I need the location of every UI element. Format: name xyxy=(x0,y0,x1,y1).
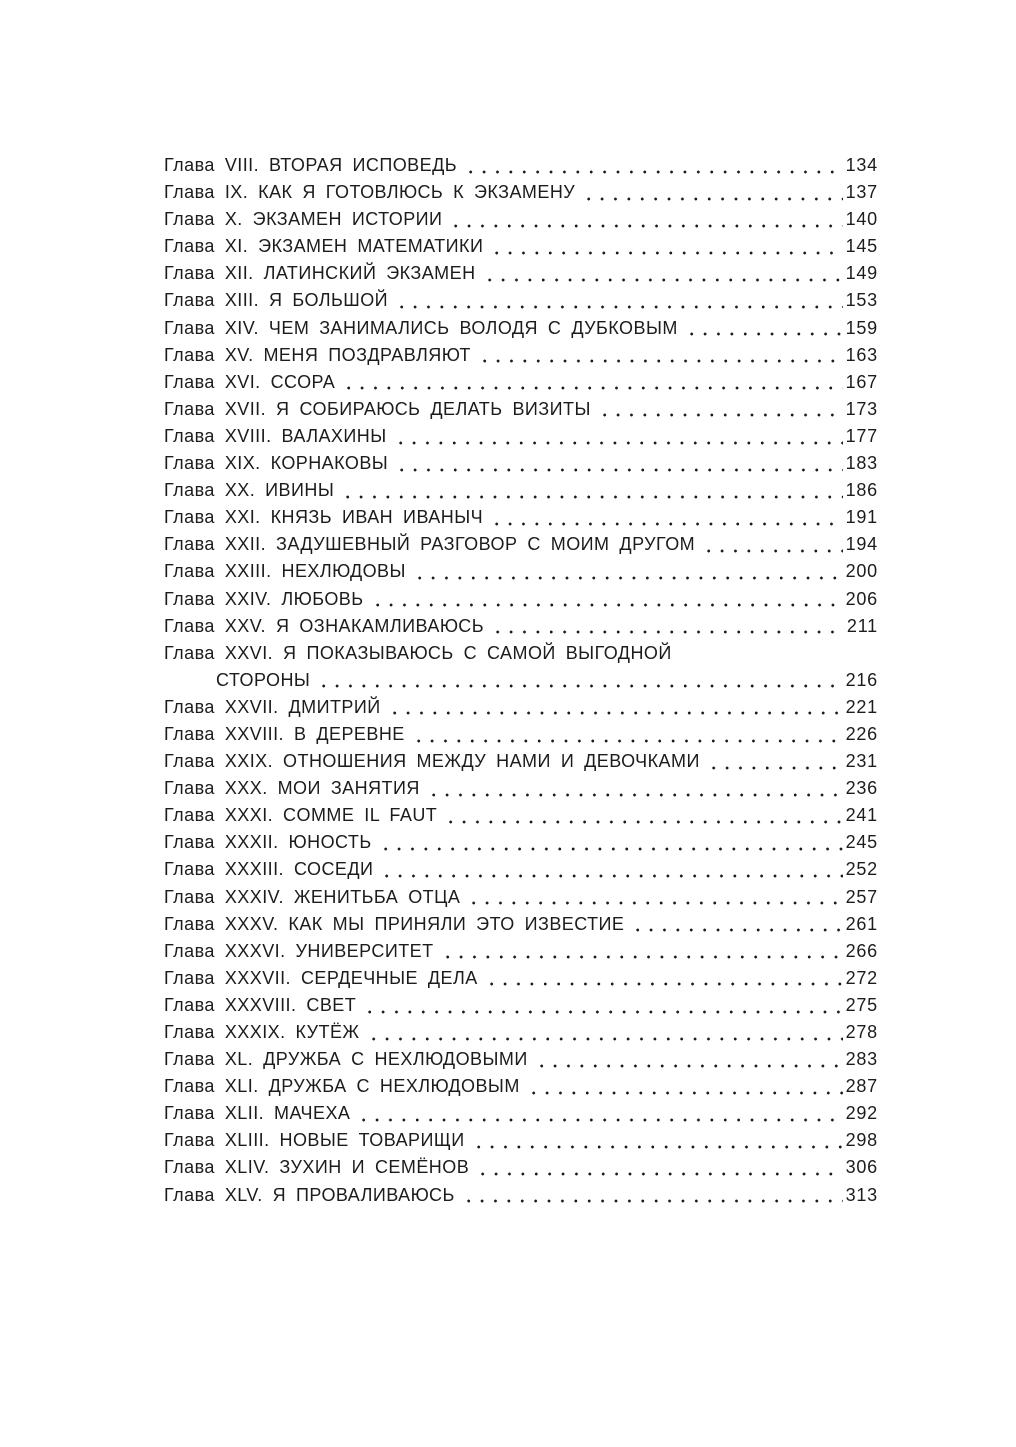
dot-leader xyxy=(317,667,842,694)
dot-leader xyxy=(485,965,843,992)
toc-entry-title-continuation: СТОРОНЫ xyxy=(216,669,311,690)
toc-entry-page-number: 191 xyxy=(845,507,878,528)
toc-entry-page-number: 272 xyxy=(845,967,878,988)
toc-entry-page-number: 313 xyxy=(845,1184,878,1205)
toc-entry-title: Глава XIX. КОРНАКОВЫ xyxy=(164,453,389,474)
toc-entry xyxy=(164,1073,878,1100)
dot-leader xyxy=(491,613,844,640)
toc-entry xyxy=(164,802,878,829)
dot-leader xyxy=(631,911,842,938)
toc-entry-title: Глава XXVIII. В ДЕРЕВНЕ xyxy=(164,723,405,744)
toc-entry xyxy=(164,1127,878,1154)
dot-leader xyxy=(685,315,843,342)
toc-entry-title: Глава XXV. Я ОЗНАКАМЛИВАЮСЬ xyxy=(164,615,484,636)
toc-entry-title: Глава X. ЭКЗАМЕН ИСТОРИИ xyxy=(164,209,443,230)
dot-leader xyxy=(394,423,843,450)
toc-entry-page-number: 231 xyxy=(845,751,878,772)
toc-entry xyxy=(164,748,878,775)
toc-entry xyxy=(164,342,878,369)
toc-entry-title: Глава XXXII. ЮНОСТЬ xyxy=(164,832,372,853)
toc-entry xyxy=(164,884,878,911)
dot-leader xyxy=(357,1100,842,1127)
toc-entry-page-number: 140 xyxy=(845,209,878,230)
toc-entry xyxy=(164,992,878,1019)
toc-entry-page-number: 216 xyxy=(845,669,878,690)
toc-entry-page-number: 287 xyxy=(845,1076,878,1097)
toc-entry xyxy=(164,667,878,694)
toc-entry xyxy=(164,233,878,260)
toc-entry-title: Глава XXIII. НЕХЛЮДОВЫ xyxy=(164,561,406,582)
dot-leader xyxy=(490,504,843,531)
toc-entry-title: Глава XXX. МОИ ЗАНЯТИЯ xyxy=(164,778,420,799)
toc-entry xyxy=(164,558,878,585)
toc-entry xyxy=(164,396,878,423)
dot-leader xyxy=(449,206,842,233)
toc-entry-title: Глава IX. КАК Я ГОТОВЛЮСЬ К ЭКЗАМЕНУ xyxy=(164,182,576,203)
toc-entry-page-number: 134 xyxy=(845,155,878,175)
dot-leader xyxy=(462,1182,843,1209)
dot-leader xyxy=(441,938,843,965)
dot-leader xyxy=(379,829,843,856)
toc-entry xyxy=(164,179,878,206)
toc-entry-page-number: 200 xyxy=(845,561,878,582)
toc-entry-title: Глава XXXVII. СЕРДЕЧНЫЕ ДЕЛА xyxy=(164,967,478,988)
toc-entry xyxy=(164,938,878,965)
dot-leader xyxy=(427,775,843,802)
toc-entry-title: Глава XVII. Я СОБИРАЮСЬ ДЕЛАТЬ ВИЗИТЫ xyxy=(164,398,591,419)
dot-leader xyxy=(371,586,843,613)
toc-entry-page-number: 306 xyxy=(845,1157,878,1178)
toc-entry-title: Глава XI. ЭКЗАМЕН МАТЕМАТИКИ xyxy=(164,236,484,257)
toc-entry-page-number: 221 xyxy=(845,696,878,717)
toc-entry xyxy=(164,721,878,748)
dot-leader xyxy=(707,748,843,775)
toc-entry-page-number: 275 xyxy=(845,994,878,1015)
toc-entry-page-number: 194 xyxy=(845,534,878,555)
toc-entry xyxy=(164,640,878,667)
toc-entry-title: Глава XLIII. НОВЫЕ ТОВАРИЩИ xyxy=(164,1130,465,1151)
dot-leader xyxy=(367,1019,843,1046)
toc-entry xyxy=(164,423,878,450)
toc-entry xyxy=(164,586,878,613)
dot-leader xyxy=(380,856,842,883)
dot-leader xyxy=(395,287,843,314)
toc-list xyxy=(164,152,878,1209)
dot-leader xyxy=(472,1127,843,1154)
dot-leader xyxy=(598,396,843,423)
toc-entry-title: Глава XLV. Я ПРОВАЛИВАЮСЬ xyxy=(164,1184,455,1205)
toc-entry xyxy=(164,260,878,287)
toc-entry-page-number: 252 xyxy=(845,859,878,880)
toc-entry-title: Глава XLI. ДРУЖБА С НЕХЛЮДОВЫМ xyxy=(164,1076,520,1097)
toc-entry-title: Глава XXVI. Я ПОКАЗЫВАЮСЬ С САМОЙ ВЫГОДНОЙ xyxy=(164,642,672,663)
toc-entry-page-number: 283 xyxy=(845,1049,878,1070)
toc-entry-title: Глава XV. МЕНЯ ПОЗДРАВЛЯЮТ xyxy=(164,344,471,365)
toc-entry-page-number: 226 xyxy=(845,723,878,744)
toc-entry xyxy=(164,287,878,314)
toc-entry xyxy=(164,206,878,233)
toc-entry xyxy=(164,477,878,504)
dot-leader xyxy=(483,260,843,287)
toc-entry-title: Глава XXXVIII. СВЕТ xyxy=(164,994,357,1015)
toc-entry xyxy=(164,1100,878,1127)
toc-entry xyxy=(164,1182,878,1209)
toc-entry-page-number: 167 xyxy=(845,371,878,392)
toc-entry-title: Глава XLII. МАЧЕХА xyxy=(164,1103,351,1124)
dot-leader xyxy=(527,1073,843,1100)
toc-entry-title: Глава XIV. ЧЕМ ЗАНИМАЛИСЬ ВОЛОДЯ С ДУБКОВЫМ xyxy=(164,317,678,338)
toc-entry-title: Глава XLIV. ЗУХИН И СЕМЁНОВ xyxy=(164,1157,470,1178)
toc-entry-page-number: 266 xyxy=(845,940,878,961)
toc-entry-page-number: 211 xyxy=(846,615,878,636)
toc-entry-title: Глава XXXVI. УНИВЕРСИТЕТ xyxy=(164,940,434,961)
toc-entry-title: Глава XXVII. ДМИТРИЙ xyxy=(164,696,381,717)
toc-entry xyxy=(164,1046,878,1073)
toc-entry-title: Глава XX. ИВИНЫ xyxy=(164,480,335,501)
toc-entry xyxy=(164,504,878,531)
toc-entry-title: Глава XXIX. ОТНОШЕНИЯ МЕЖДУ НАМИ И ДЕВОЧКАМИ xyxy=(164,751,700,772)
toc-entry-title: Глава XXI. КНЯЗЬ ИВАН ИВАНЫЧ xyxy=(164,507,484,528)
toc-entry-title: Глава XIII. Я БОЛЬШОЙ xyxy=(164,290,389,311)
dot-leader xyxy=(342,369,842,396)
toc-entry-title: Глава XVIII. ВАЛАХИНЫ xyxy=(164,425,387,446)
dot-leader xyxy=(702,531,842,558)
toc-entry-page-number: 163 xyxy=(845,344,878,365)
toc-entry-title: Глава XXXV. КАК МЫ ПРИНЯЛИ ЭТО ИЗВЕСТИЕ xyxy=(164,913,625,934)
toc-entry xyxy=(164,911,878,938)
toc-entry-title: Глава XXXIII. СОСЕДИ xyxy=(164,859,374,880)
toc-entry-title: Глава XXIV. ЛЮБОВЬ xyxy=(164,588,364,609)
toc-entry xyxy=(164,1154,878,1181)
toc-entry-page-number: 173 xyxy=(845,398,878,419)
toc-entry-page-number: 149 xyxy=(845,263,878,284)
toc-entry xyxy=(164,315,878,342)
dot-leader xyxy=(467,884,842,911)
toc-entry-page-number: 292 xyxy=(845,1103,878,1124)
toc-entry xyxy=(164,613,878,640)
toc-entry-page-number: 159 xyxy=(845,317,878,338)
toc-entry-page-number: 245 xyxy=(845,832,878,853)
dot-leader xyxy=(464,152,843,179)
dot-leader xyxy=(490,233,842,260)
toc-entry-page-number: 257 xyxy=(845,886,878,907)
toc-entry xyxy=(164,369,878,396)
dot-leader xyxy=(341,477,842,504)
toc-entry xyxy=(164,152,878,179)
toc-entry-title: Глава XII. ЛАТИНСКИЙ ЭКЗАМЕН xyxy=(164,263,476,284)
toc-entry-page-number: 177 xyxy=(845,425,878,446)
dot-leader xyxy=(388,694,843,721)
toc-entry xyxy=(164,450,878,477)
toc-entry-title: Глава VIII. ВТОРАЯ ИСПОВЕДЬ xyxy=(164,155,457,175)
toc-entry xyxy=(164,531,878,558)
toc-entry-page-number: 298 xyxy=(845,1130,878,1151)
toc-entry-title: Глава XXXI. COMME IL FAUT xyxy=(164,805,438,826)
dot-leader xyxy=(363,992,842,1019)
dot-leader xyxy=(413,558,843,585)
toc-entry-title: Глава XXII. ЗАДУШЕВНЫЙ РАЗГОВОР С МОИМ ДРУГОМ xyxy=(164,534,696,555)
toc-entry-page-number: 153 xyxy=(845,290,878,311)
toc-entry-page-number: 183 xyxy=(845,453,878,474)
dot-leader xyxy=(478,342,843,369)
dot-leader xyxy=(476,1154,842,1181)
toc-entry-page-number: 206 xyxy=(845,588,878,609)
toc-entry-title: Глава XXXIV. ЖЕНИТЬБА ОТЦА xyxy=(164,886,461,907)
dot-leader xyxy=(412,721,843,748)
toc-entry xyxy=(164,694,878,721)
dot-leader xyxy=(444,802,842,829)
toc-entry-page-number: 278 xyxy=(845,1022,878,1042)
toc-entry-page-number: 145 xyxy=(845,236,878,257)
toc-entry-title: Глава XXXIX. КУТЁЖ xyxy=(164,1022,360,1042)
dot-leader xyxy=(395,450,842,477)
dot-leader xyxy=(582,179,842,206)
toc-entry xyxy=(164,829,878,856)
toc-entry-page-number: 261 xyxy=(845,913,878,934)
toc-entry-title: Глава XL. ДРУЖБА С НЕХЛЮДОВЫМИ xyxy=(164,1049,528,1070)
toc-entry-page-number: 137 xyxy=(845,182,878,203)
toc-entry xyxy=(164,965,878,992)
toc-entry xyxy=(164,1019,878,1046)
toc-entry xyxy=(164,775,878,802)
toc-entry xyxy=(164,856,878,883)
toc-entry-page-number: 236 xyxy=(845,778,878,799)
toc-entry-page-number: 241 xyxy=(845,805,878,826)
dot-leader xyxy=(535,1046,843,1073)
toc-entry-page-number: 186 xyxy=(845,480,878,501)
toc-entry-title: Глава XVI. ССОРА xyxy=(164,371,336,392)
